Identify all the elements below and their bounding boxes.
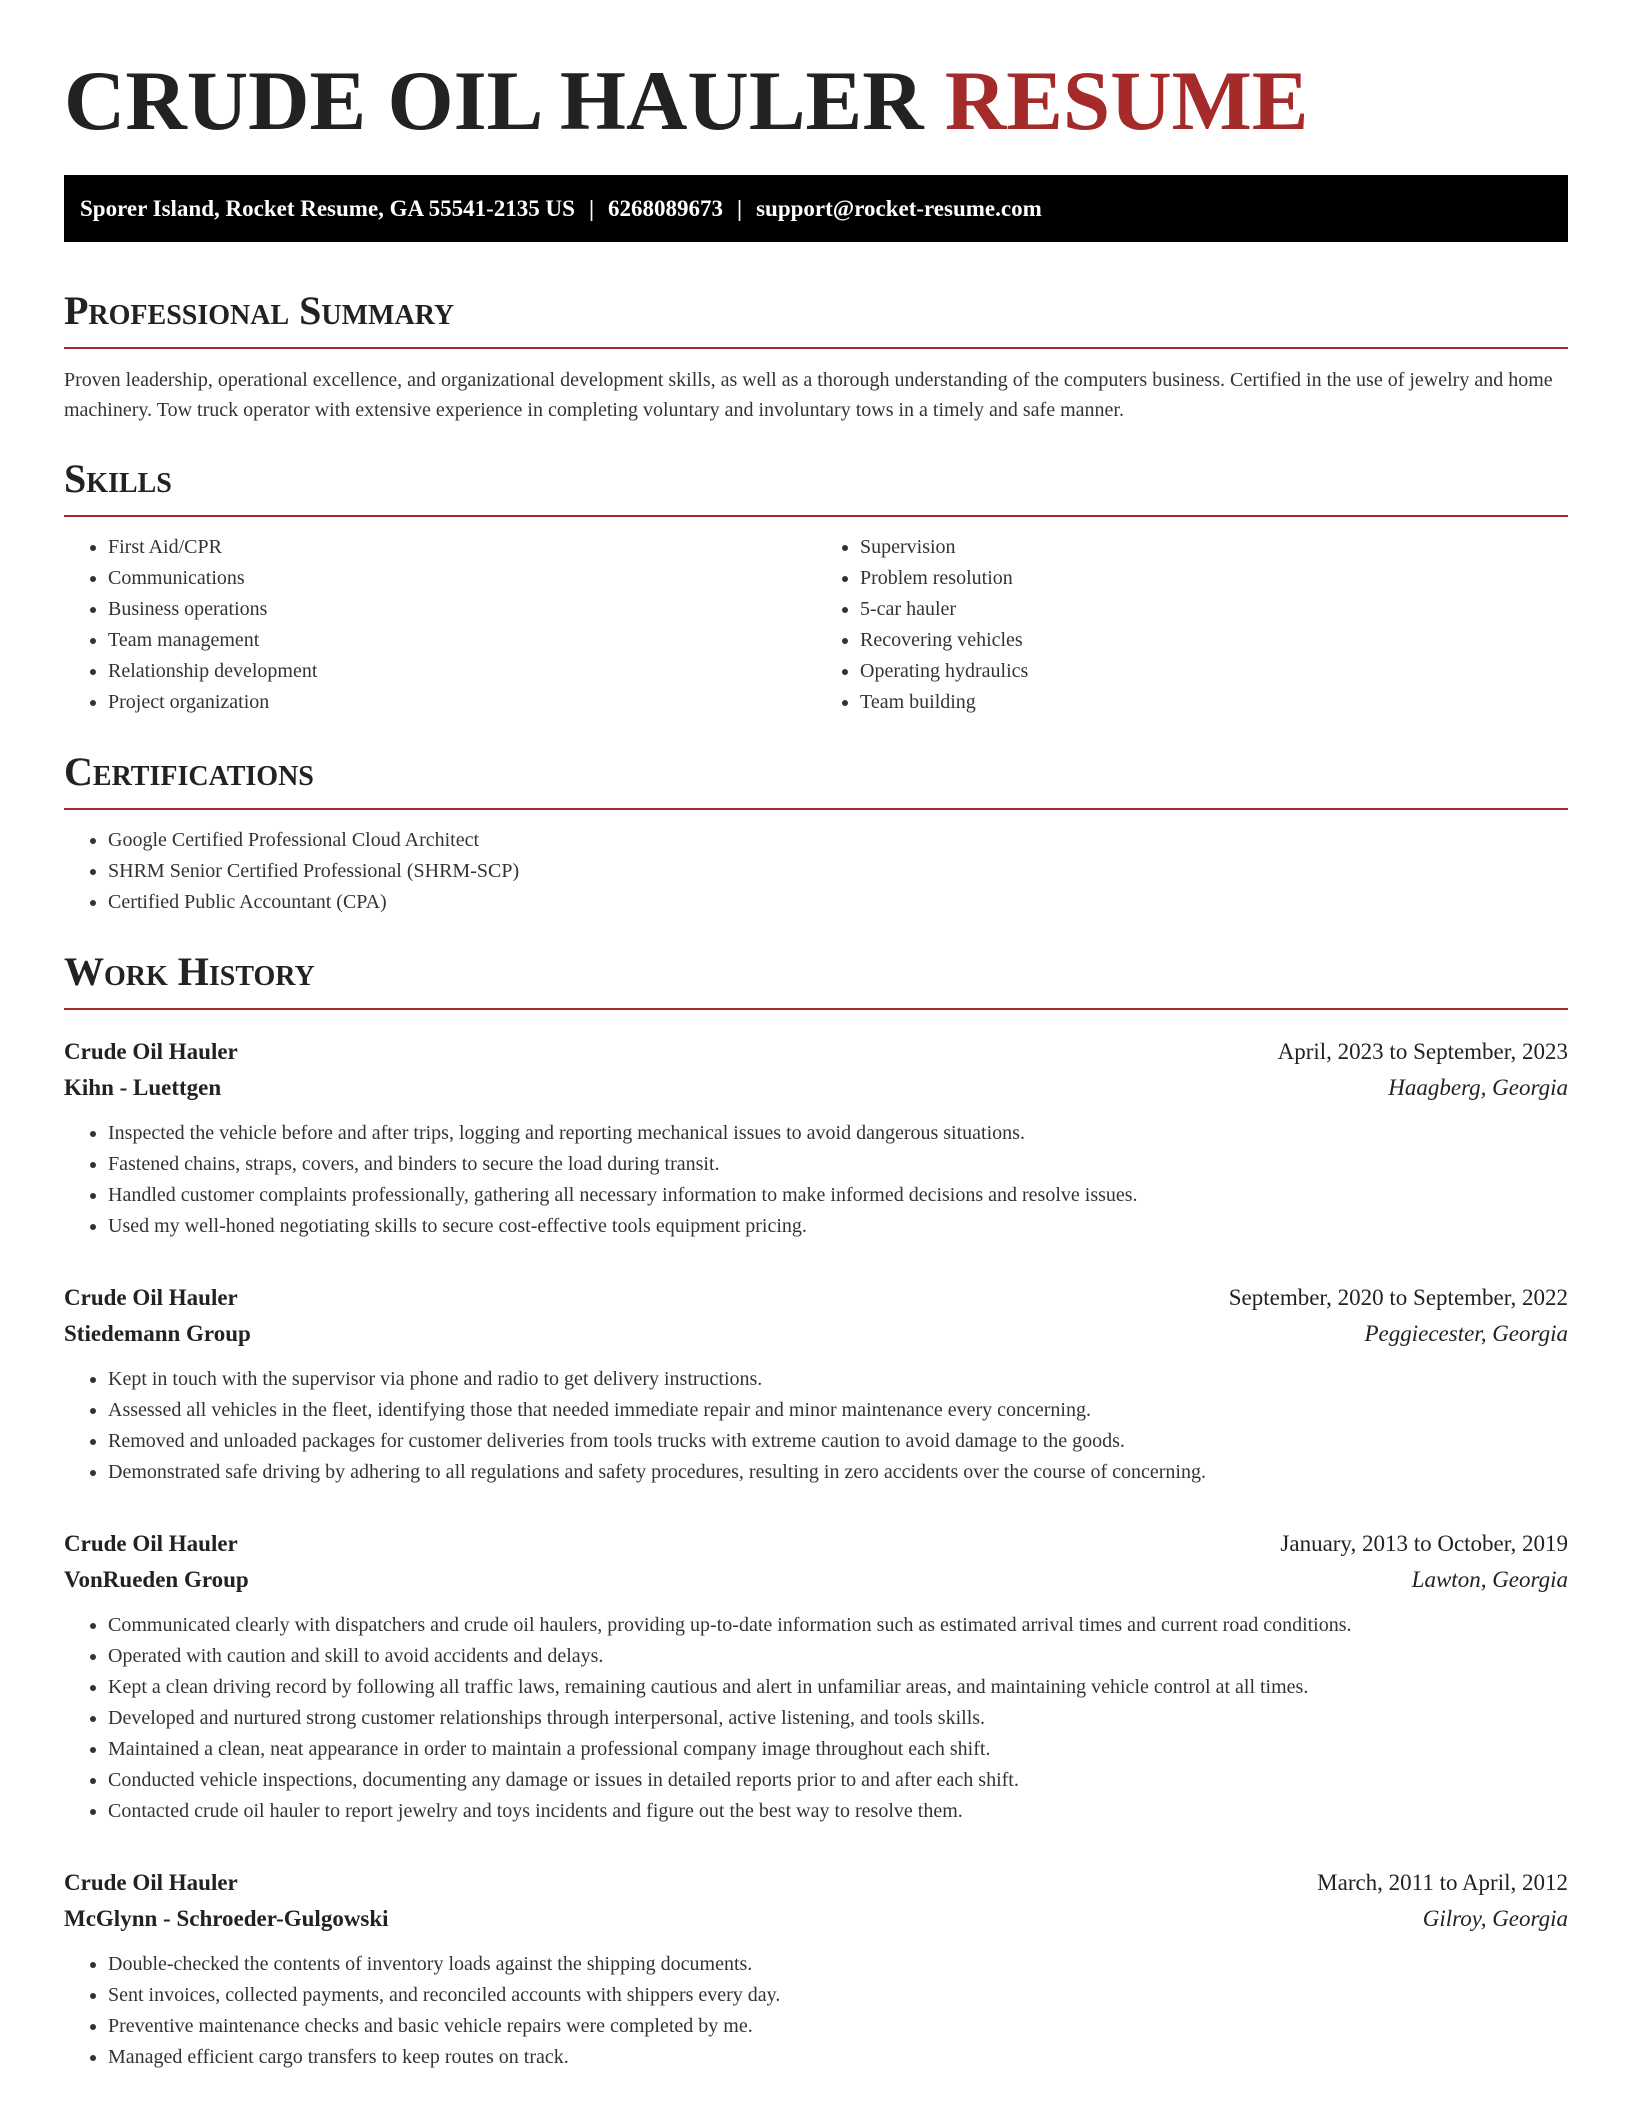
job-duty-item: • Fastened chains, straps, covers, and binders to secure the load during transit. xyxy=(108,1149,1568,1180)
section-heading-summary: Professional Summary xyxy=(64,287,1568,349)
skill-item: • Team building xyxy=(860,687,1568,718)
job-location: Gilroy, Georgia xyxy=(1422,1906,1568,1931)
skills-grid xyxy=(64,517,1568,718)
job-duty-item: • Kept in touch with the supervisor via phone and radio to get delivery instructions. xyxy=(108,1364,1568,1395)
job-header-row xyxy=(64,1280,1568,1316)
job-duties-list xyxy=(64,1610,1568,1827)
skill-item: • Recovering vehicles xyxy=(860,625,1568,656)
job-duty-item: • Preventive maintenance checks and basic vehicle repairs were completed by me. xyxy=(108,2011,1568,2042)
job-duty-item: • Managed efficient cargo transfers to keep routes on track. xyxy=(108,2042,1568,2073)
job-entry xyxy=(64,1526,1568,1827)
job-duty-item: • Handled customer complaints professionally, gathering all necessary information to make informed decisions and resolve issues. xyxy=(108,1180,1568,1211)
skill-item: • 5-car hauler xyxy=(860,594,1568,625)
job-duty-item: • Removed and unloaded packages for customer deliveries from tools trucks with extreme caution to avoid damage to the goods. xyxy=(108,1426,1568,1457)
certification-item: • SHRM Senior Certified Professional (SHRM-SCP) xyxy=(108,856,1568,887)
job-location: Haagberg, Georgia xyxy=(1388,1075,1568,1100)
job-duty-item: • Maintained a clean, neat appearance in order to maintain a professional company image throughout each shift. xyxy=(108,1734,1568,1765)
job-duty-item: • Conducted vehicle inspections, documenting any damage or issues in detailed reports prior to and after each shift. xyxy=(108,1765,1568,1796)
skills-section xyxy=(64,455,1568,718)
job-duty-item: • Demonstrated safe driving by adhering to all regulations and safety procedures, resulting in zero accidents over the course of concerning. xyxy=(108,1457,1568,1488)
skills-list-left xyxy=(64,532,816,718)
skill-item: • Relationship development xyxy=(108,656,816,687)
skill-item: • Problem resolution xyxy=(860,563,1568,594)
section-heading-skills: Skills xyxy=(64,455,1568,517)
skills-list-right xyxy=(816,532,1568,718)
job-dates: March, 2011 to April, 2012 xyxy=(1317,1870,1568,1895)
job-duty-item: • Contacted crude oil hauler to report jewelry and toys incidents and figure out the best way to resolve them. xyxy=(108,1796,1568,1827)
work-history-section xyxy=(64,948,1568,2073)
job-location: Peggiecester, Georgia xyxy=(1364,1321,1568,1346)
contact-phone[interactable]: 6268089673 xyxy=(608,195,724,221)
job-duty-item: • Used my well-honed negotiating skills to secure cost-effective tools equipment pricing. xyxy=(108,1211,1568,1242)
job-duties-list xyxy=(64,1949,1568,2073)
job-duty-item: • Sent invoices, collected payments, and reconciled accounts with shippers every day. xyxy=(108,1980,1568,2011)
contact-bar xyxy=(64,175,1568,242)
summary-text: Proven leadership, operational excellence, and organizational development skills, as well as a thorough understanding of the computers business. Certified in the use of jewelry and home machinery. Tow truck operator with extensive experience in completing voluntary and involuntary tows in a timely and safe manner. xyxy=(64,369,1553,421)
contact-separator: | xyxy=(588,195,595,221)
job-duty-item: • Inspected the vehicle before and after trips, logging and reporting mechanical issues to avoid dangerous situations. xyxy=(108,1118,1568,1149)
contact-separator: | xyxy=(737,195,743,221)
job-header-row xyxy=(64,1526,1568,1562)
job-duties-list xyxy=(64,1364,1568,1488)
job-location: Lawton, Georgia xyxy=(1411,1567,1568,1592)
job-title: Crude Oil Hauler xyxy=(64,1531,238,1556)
title-main: CRUDE OIL HAULER xyxy=(64,54,924,148)
job-company-row xyxy=(64,1070,1568,1106)
job-company: VonRueden Group xyxy=(64,1567,249,1592)
job-duty-item: • Communicated clearly with dispatchers and crude oil haulers, providing up-to-date information such as estimated arrival times and current road conditions. xyxy=(108,1610,1568,1641)
job-company-row xyxy=(64,1901,1568,1937)
skill-item: • Communications xyxy=(108,563,816,594)
certification-item: • Certified Public Accountant (CPA) xyxy=(108,887,1568,918)
job-entry xyxy=(64,1034,1568,1242)
job-title: Crude Oil Hauler xyxy=(64,1285,238,1310)
job-company: McGlynn - Schroeder-Gulgowski xyxy=(64,1906,389,1931)
section-heading-certifications: Certifications xyxy=(64,748,1568,810)
job-dates: January, 2013 to October, 2019 xyxy=(1280,1531,1568,1556)
title-accent: RESUME xyxy=(944,54,1309,148)
job-header-row xyxy=(64,1034,1568,1070)
summary-section xyxy=(64,287,1568,425)
skill-item: • Project organization xyxy=(108,687,816,718)
resume-title xyxy=(64,50,1568,152)
contact-address: Sporer Island, Rocket Resume, GA 55541-2135 US xyxy=(80,195,575,221)
job-dates: April, 2023 to September, 2023 xyxy=(1277,1039,1568,1064)
job-duty-item: • Assessed all vehicles in the fleet, identifying those that needed immediate repair and minor maintenance every concerning. xyxy=(108,1395,1568,1426)
contact-email[interactable]: support@rocket-resume.com xyxy=(756,195,1042,221)
job-company: Kihn - Luettgen xyxy=(64,1075,222,1100)
job-header-row xyxy=(64,1865,1568,1901)
skill-item: • Operating hydraulics xyxy=(860,656,1568,687)
job-title: Crude Oil Hauler xyxy=(64,1870,238,1895)
certifications-list xyxy=(64,825,1568,918)
job-dates: September, 2020 to September, 2022 xyxy=(1228,1285,1568,1310)
job-entry xyxy=(64,1280,1568,1488)
skill-item: • Team management xyxy=(108,625,816,656)
job-title: Crude Oil Hauler xyxy=(64,1039,238,1064)
skill-item: • Business operations xyxy=(108,594,816,625)
skill-item: • First Aid/CPR xyxy=(108,532,816,563)
certification-item: • Google Certified Professional Cloud Architect xyxy=(108,825,1568,856)
job-duty-item: • Double-checked the contents of inventory loads against the shipping documents. xyxy=(108,1949,1568,1980)
certifications-section xyxy=(64,748,1568,918)
job-duties-list xyxy=(64,1118,1568,1242)
job-company-row xyxy=(64,1316,1568,1352)
job-duty-item: • Kept a clean driving record by following all traffic laws, remaining cautious and alert in unfamiliar areas, and maintaining vehicle control at all times. xyxy=(108,1672,1568,1703)
job-company: Stiedemann Group xyxy=(64,1321,251,1346)
section-heading-work-history: Work History xyxy=(64,948,1568,1010)
job-company-row xyxy=(64,1562,1568,1598)
skill-item: • Supervision xyxy=(860,532,1568,563)
job-duty-item: • Operated with caution and skill to avoid accidents and delays. xyxy=(108,1641,1568,1672)
job-entry xyxy=(64,1865,1568,2073)
job-duty-item: • Developed and nurtured strong customer relationships through interpersonal, active listening, and tools skills. xyxy=(108,1703,1568,1734)
